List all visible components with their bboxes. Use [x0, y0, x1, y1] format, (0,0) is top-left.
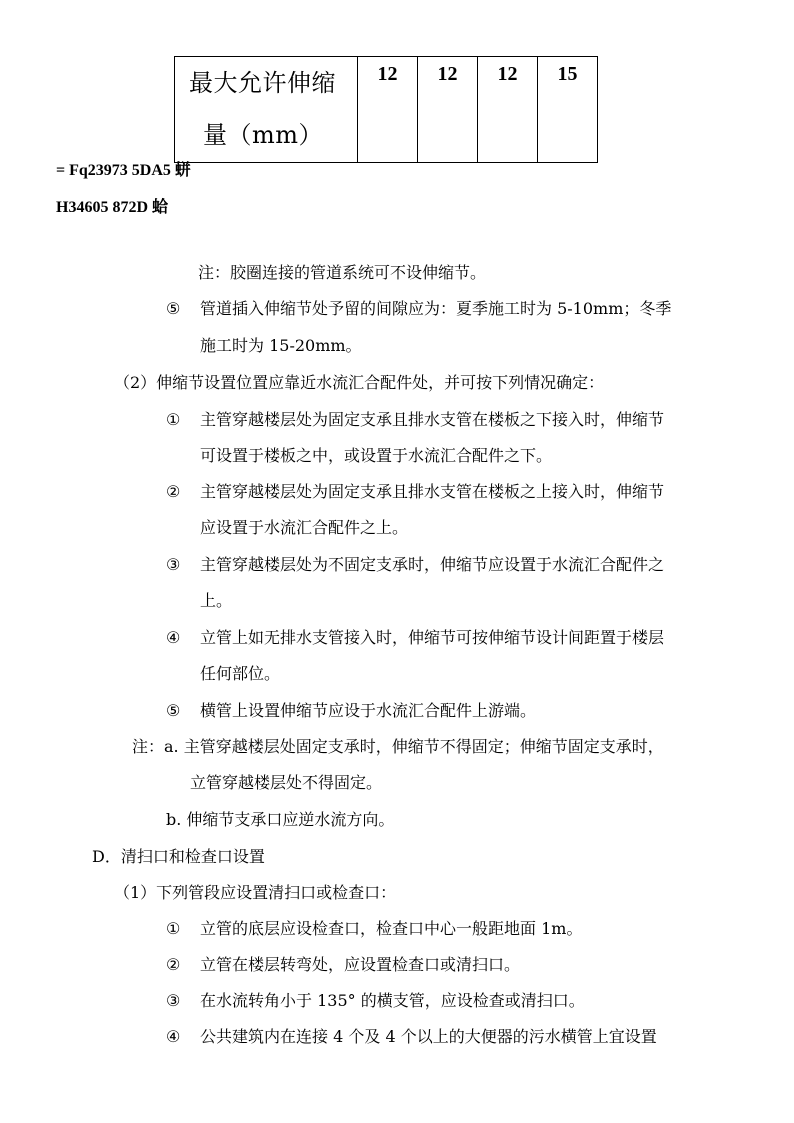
- list-item: [166, 627, 664, 649]
- table-value-cell: 15: [538, 57, 598, 163]
- bullet-circled-3: ③: [166, 555, 181, 574]
- table-value-cell: 12: [478, 57, 538, 163]
- bullet-circled-2: ②: [166, 482, 181, 501]
- list-item: [166, 481, 664, 503]
- expansion-table: [174, 56, 598, 163]
- item-5-gap: [166, 298, 671, 320]
- bullet-circled-2: ②: [166, 955, 181, 974]
- list-item-line1: 立管上如无排水支管接入时，伸缩节可按伸缩节设计间距置于楼层: [200, 628, 665, 647]
- list-item-text: 立管在楼层转弯处，应设置检查口或清扫口。: [200, 955, 521, 974]
- list-item-line1: 主管穿越楼层处为不固定支承时，伸缩节应设置于水流汇合配件之: [200, 555, 665, 574]
- table-header-line1: 最大允许伸缩: [189, 69, 336, 97]
- bullet-circled-4: ④: [166, 628, 181, 647]
- section-2-heading: （2）伸缩节设置位置应靠近水流汇合配件处，并可按下列情况确定：: [114, 373, 605, 392]
- list-item: [166, 954, 520, 976]
- code-line-2: H34605 872D 蛤: [56, 199, 169, 216]
- list-item-text: 公共建筑内在连接 4 个及 4 个以上的大便器的污水横管上宜设置: [200, 1027, 657, 1046]
- list-item-text: 立管的底层应设检查口，检查口中心一般距地面 1m。: [200, 919, 583, 938]
- list-item: [166, 1026, 657, 1048]
- list-item-line1: 横管上设置伸缩节应设于水流汇合配件上游端。: [200, 701, 537, 720]
- item-5-gap-line1: 管道插入伸缩节处予留的间隙应为：夏季施工时为 5-10mm；冬季: [200, 299, 672, 318]
- section-d-heading: D．清扫口和检查口设置: [92, 847, 265, 866]
- bullet-circled-1: ①: [166, 410, 181, 429]
- list-item: [166, 918, 582, 940]
- bullet-circled-5: ⑤: [166, 701, 181, 720]
- code-line-1: = Fq23973 5DA5 蛢: [56, 162, 191, 179]
- table-header-line2: 量（mm）: [203, 121, 324, 149]
- bullet-circled-4: ④: [166, 1027, 181, 1046]
- bullet-circled-3: ③: [166, 991, 181, 1010]
- list-item-line2: 应设置于水流汇合配件之上。: [200, 518, 409, 537]
- table-row: [175, 57, 598, 163]
- list-item-line2: 任何部位。: [200, 664, 281, 683]
- list-item-text: 在水流转角小于 135° 的横支管，应设检查或清扫口。: [200, 991, 585, 1010]
- table-header-cell: [175, 57, 358, 163]
- list-item: [166, 700, 536, 722]
- list-item: [166, 409, 664, 431]
- table-value-cell: 12: [358, 57, 418, 163]
- list-item-line1: 主管穿越楼层处为固定支承且排水支管在楼板之上接入时，伸缩节: [200, 482, 665, 501]
- bullet-circled-5: ⑤: [166, 299, 181, 318]
- list-item-line2: 上。: [200, 591, 233, 610]
- bullet-circled-1: ①: [166, 919, 181, 938]
- list-item-line1: 主管穿越楼层处为固定支承且排水支管在楼板之下接入时，伸缩节: [200, 410, 665, 429]
- list-item-line2: 可设置于楼板之中，或设置于水流汇合配件之下。: [200, 446, 553, 465]
- section-d-subheading: （1）下列管段应设置清扫口或检查口：: [114, 883, 397, 902]
- table-value-cell: 12: [418, 57, 478, 163]
- note-2-line1: 注：a. 主管穿越楼层处固定支承时，伸缩节不得固定；伸缩节固定支承时，: [132, 737, 664, 756]
- note-2-line3: b. 伸缩节支承口应逆水流方向。: [166, 810, 395, 829]
- item-5-gap-line2: 施工时为 15-20mm。: [200, 336, 362, 355]
- note-2-line2: 立管穿越楼层处不得固定。: [190, 773, 383, 792]
- list-item: [166, 554, 664, 576]
- note-rubber-ring: 注：胶圈连接的管道系统可不设伸缩节。: [198, 263, 487, 282]
- list-item: [166, 990, 585, 1012]
